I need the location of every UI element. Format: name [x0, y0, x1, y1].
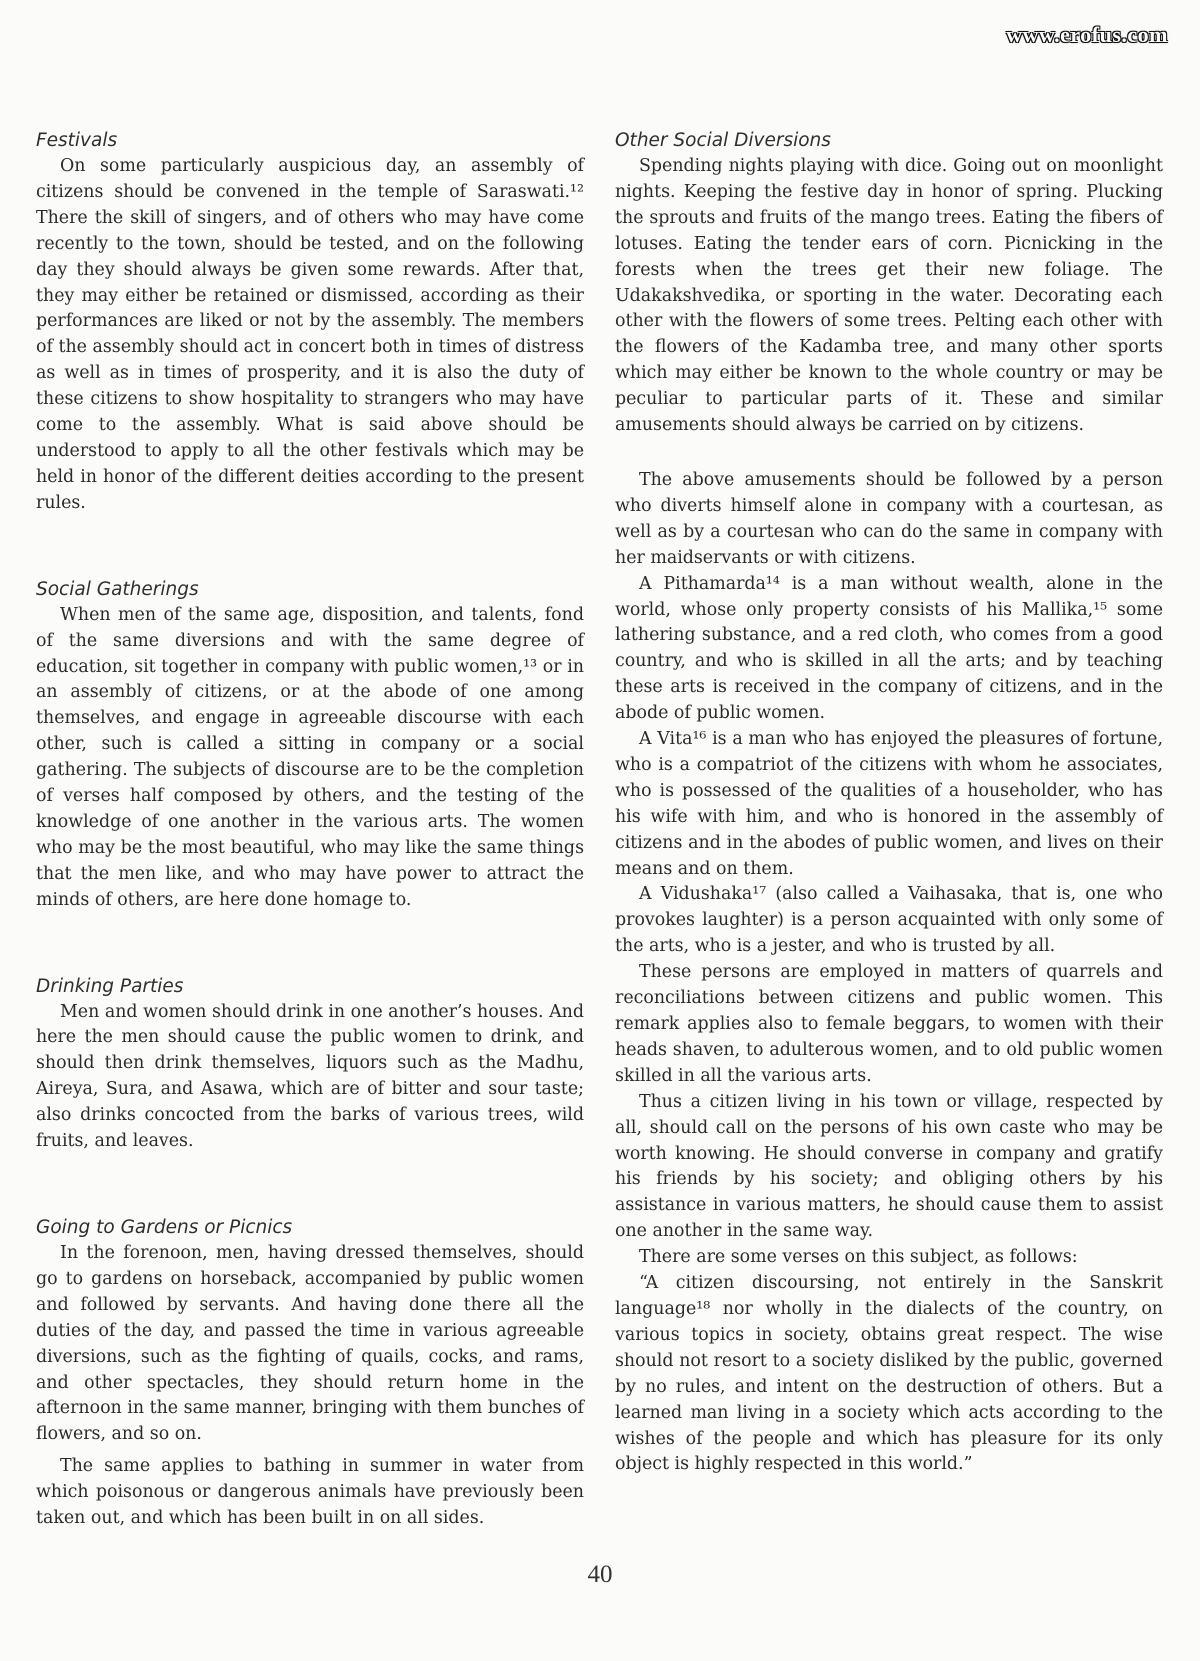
- watermark: www.erofus.com: [1006, 22, 1168, 47]
- pithamarda-paragraph: A Pithamarda¹⁴ is a man without wealth, alone in the world, whose only property consists of his Mallika,¹⁵ some lathering substance, and a red cloth, who comes from a good country, and who is skilled in all the arts; and by teaching these arts is received in the company of citizens, and in the abode of public women.: [615, 573, 1163, 724]
- other-diversions-paragraph: Spending nights playing with dice. Going out on moonlight nights. Keeping the festive day in honor of spring. Plucking the sprouts and fruits of the mango trees. Eating the fibers of lotuses. Eating the tender ears of corn. Picnicking in the forests when the trees get their new foliage. The Udakakshvedika, or sporting in the water. Decorating each other with the flowers of some trees. Pelting each other with the flowers of the Kadamba tree, and many other sports which may either be known to the whole country or may be peculiar to particular parts of it. These and similar amusements should always be carried on by citizens.: [615, 156, 1163, 436]
- gardens-paragraph-1: In the forenoon, men, having dressed themselves, should go to gardens on horseback, accompanied by public women and followed by servants. And having done there all the duties of the day, and passed the time in various agreeable diversions, such as the fighting of quails, cocks, and rams, and other spectacles, they should return home in the afternoon in the same manner, bringing with them bunches of flowers, and so on.: [36, 1243, 584, 1445]
- festivals-paragraph: On some particularly auspicious day, an assembly of citizens should be convened in the temple of Saraswati.¹² There the skill of singers, and of others who may have come recently to the town, should be tested, and on the following day they should always be given some rewards. After that, they may either be retained or dismissed, according as their performances are liked or not by the assembly. The members of the assembly should act in concert both in times of distress as well as in times of prosperity, and it is also the duty of these citizens to show hospitality to strangers who may have come to the assembly. What is said above should be understood to apply to all the other festivals which may be held in honor of the different deities according to the present rules.: [36, 156, 584, 513]
- other-diversions-heading: Other Social Diversions: [615, 130, 831, 151]
- gardens-paragraph-2: The same applies to bathing in summer in water from which poisonous or dangerous animals have previously been taken out, and which has been built in on all sides.: [36, 1456, 584, 1529]
- page-number: 40: [587, 1561, 613, 1588]
- citizen-paragraph: Thus a citizen living in his town or village, respected by all, should call on the persons of his own caste who may be worth knowing. He should converse in company and gratify his friends by his society; and obliging others by his assistance in various matters, he should cause them to assist one another in the same way.: [615, 1091, 1163, 1242]
- amusements-paragraph: The above amusements should be followed by a person who diverts himself alone in company with a courtesan, as well as by a courtesan who can do the same in company with her maidservants or with citizens.: [615, 469, 1163, 568]
- vidushaka-paragraph: A Vidushaka¹⁷ (also called a Vaihasaka, that is, one who provokes laughter) is a person acquainted with only some of the arts, who is a jester, and who is trusted by all.: [615, 884, 1163, 957]
- social-gatherings-heading: Social Gatherings: [36, 578, 199, 600]
- drinking-parties-paragraph: Men and women should drink in one another’s houses. And here the men should cause the public women to drink, and should then drink themselves, liquors such as the Madhu, Aireya, Sura, and Asawa, which are of bitter and sour taste; also drinks concocted from the barks of various trees, wild fruits, and leaves.: [36, 1001, 584, 1152]
- festivals-heading: Festivals: [36, 130, 118, 151]
- social-gatherings-paragraph: When men of the same age, disposition, and talents, fond of the same diversions and with the same degree of education, sit together in company with public women,¹³ or in an assembly of citizens, or at the abode of one among themselves, and engage in agreeable discourse with each other, such is called a sitting in company or a social gathering. The subjects of discourse are to be the completion of verses half composed by others, and the testing of the knowledge of one another in the various arts. The women who may be the most beautiful, who may like the same things that the men like, and who may have power to attract the minds of others, are here done homage to.: [36, 604, 584, 910]
- verses-intro-paragraph: There are some verses on this subject, as follows:: [639, 1247, 1078, 1268]
- vita-paragraph: A Vita¹⁶ is a man who has enjoyed the pleasures of fortune, who is a compatriot of the citizens with whom he associates, who is possessed of the qualities of a householder, who has his wife with him, and who is honored in the assembly of citizens and in the abodes of public women, and lives on their means and on them.: [615, 729, 1163, 879]
- gardens-picnics-heading: Going to Gardens or Picnics: [36, 1217, 293, 1238]
- left-column: [36, 128, 584, 1532]
- persons-paragraph: These persons are employed in matters of quarrels and reconciliations between citizens and public women. This remark applies also to female beggars, to women with their heads shaven, to adulterous women, and to old public women skilled in all the various arts.: [615, 962, 1163, 1086]
- verse-quote-paragraph: “A citizen discoursing, not entirely in the Sanskrit language¹⁸ nor wholly in the dialects of the country, on various topics in society, obtains great respect. The wise should not resort to a society disliked by the public, governed by no rules, and intent on the destruction of others. But a learned man living in a society which acts according to the wishes of the people and which has pleasure for its only object is highly respected in this world.”: [615, 1273, 1163, 1475]
- drinking-parties-heading: Drinking Parties: [36, 975, 184, 997]
- right-column: [615, 128, 1163, 1478]
